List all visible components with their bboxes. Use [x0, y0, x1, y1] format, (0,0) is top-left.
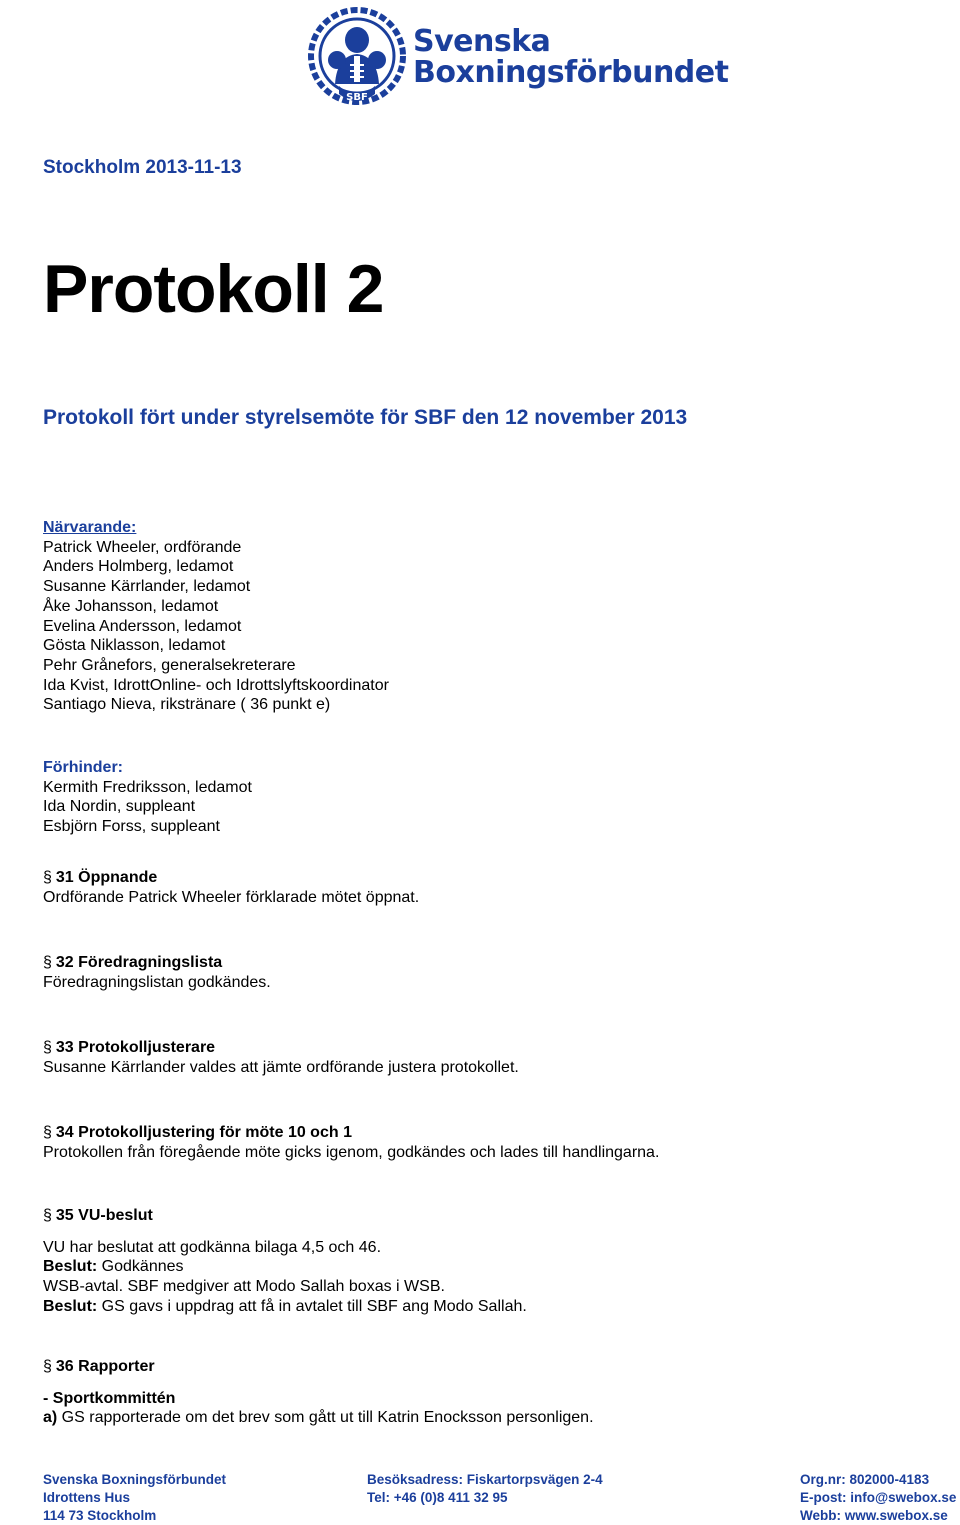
absent-item: Kermith Fredriksson, ledamot [43, 778, 252, 796]
brand-name-line2: Boxningsförbundet [413, 55, 729, 90]
present-block [43, 518, 389, 715]
decision-text: Godkännes [97, 1258, 184, 1276]
section-mark: § [43, 1358, 52, 1375]
absent-item: Esbjörn Forss, suppleant [43, 818, 220, 836]
subsection-heading: - Sportkommittén [43, 1389, 176, 1407]
section-mark: § [43, 1207, 52, 1224]
section-heading: 36 Rapporter [55, 1358, 155, 1375]
document-date: Stockholm 2013-11-13 [43, 157, 242, 178]
present-item: Ida Kvist, IdrottOnline- och Idrottslyftskoordinator [43, 676, 389, 694]
section-mark: § [43, 954, 52, 971]
present-item: Pehr Grånefors, generalsekreterare [43, 656, 296, 674]
section-31 [43, 868, 419, 907]
section-heading: 31 Öppnande [55, 869, 158, 886]
footer-col-contact [800, 1471, 956, 1525]
absent-block [43, 758, 252, 837]
item-label: a) [43, 1409, 58, 1427]
footer-line: E-post: info@swebox.se [800, 1490, 957, 1505]
section-text: WSB-avtal. SBF medgiver att Modo Sallah boxas i WSB. [43, 1278, 445, 1296]
section-heading: 32 Föredragningslista [55, 954, 223, 971]
footer-line: Tel: +46 (0)8 411 32 95 [367, 1490, 508, 1505]
absent-item: Ida Nordin, suppleant [43, 798, 196, 816]
section-32 [43, 953, 271, 992]
present-item: Åke Johansson, ledamot [43, 597, 219, 615]
present-item: Santiago Nieva, rikstränare ( 36 punkt e) [43, 696, 331, 714]
decision-label: Beslut: [43, 1297, 98, 1315]
present-label: Närvarande: [43, 519, 137, 536]
document-subtitle: Protokoll fört under styrelsemöte för SBF den 12 november 2013 [43, 406, 688, 429]
section-35 [43, 1206, 527, 1317]
page-title: Protokoll 2 [43, 251, 384, 327]
footer-line: Besöksadress: Fiskartorpsvägen 2-4 [367, 1472, 603, 1487]
footer-line: 114 73 Stockholm [43, 1508, 157, 1523]
footer-line: Org.nr: 802000-4183 [800, 1472, 930, 1487]
section-mark: § [43, 869, 52, 886]
section-text: Susanne Kärrlander valdes att jämte ordförande justera protokollet. [43, 1058, 519, 1076]
section-34 [43, 1123, 659, 1162]
section-heading: 35 VU-beslut [55, 1207, 153, 1224]
decision-label: Beslut: [43, 1258, 98, 1276]
section-36 [43, 1357, 594, 1428]
present-item: Evelina Andersson, ledamot [43, 617, 242, 635]
present-item: Anders Holmberg, ledamot [43, 558, 234, 576]
sbf-emblem-logo [307, 4, 407, 108]
present-item: Susanne Kärrlander, ledamot [43, 578, 251, 596]
section-text: Ordförande Patrick Wheeler förklarade mötet öppnat. [43, 888, 420, 906]
present-item: Gösta Niklasson, ledamot [43, 637, 226, 655]
section-mark: § [43, 1039, 52, 1056]
section-text: Föredragningslistan godkändes. [43, 973, 271, 991]
footer-col-visit [367, 1471, 603, 1507]
footer-line: Webb: www.swebox.se [800, 1508, 948, 1523]
section-text: Protokollen från föregående möte gicks igenom, godkändes och lades till handlingarna. [43, 1143, 660, 1161]
section-text: VU har beslutat att godkänna bilaga 4,5 och 46. [43, 1238, 382, 1256]
section-heading: 33 Protokolljusterare [55, 1039, 216, 1056]
present-item: Patrick Wheeler, ordförande [43, 538, 242, 556]
section-mark: § [43, 1124, 52, 1141]
section-heading: 34 Protokolljustering för möte 10 och 1 [55, 1124, 352, 1141]
emblem-text: SBF [346, 92, 368, 103]
absent-label: Förhinder: [43, 759, 123, 776]
brand-name-line1: Svenska [413, 24, 551, 59]
footer-col-address [43, 1471, 226, 1525]
footer-line: Svenska Boxningsförbundet [43, 1472, 227, 1487]
item-text: GS rapporterade om det brev som gått ut till Katrin Enocksson personligen. [57, 1409, 594, 1427]
decision-text: GS gavs i uppdrag att få in avtalet till SBF ang Modo Sallah. [97, 1297, 527, 1315]
footer-line: Idrottens Hus [43, 1490, 131, 1505]
section-33 [43, 1038, 519, 1077]
